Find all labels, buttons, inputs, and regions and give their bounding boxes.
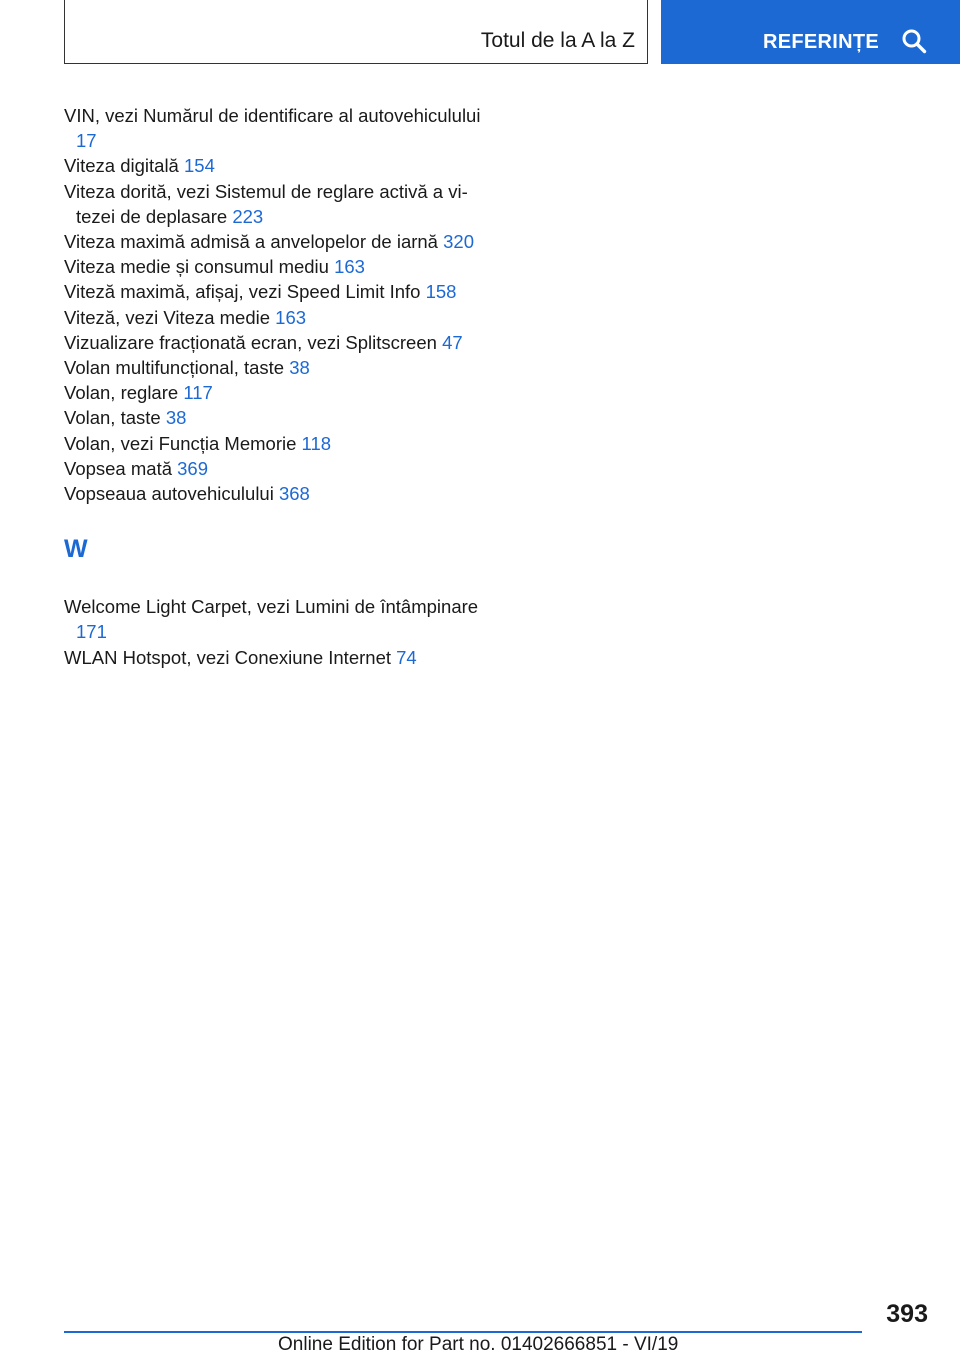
index-entry-text: VIN, vezi Numărul de identificare al autovehiculului [64, 105, 481, 126]
page-reference-link[interactable]: 223 [232, 205, 264, 227]
index-entry [64, 279, 494, 304]
index-entry-text: Viteză maximă, afișaj, vezi Speed Limit Info [64, 281, 421, 303]
page-reference-link[interactable]: 171 [76, 621, 107, 643]
index-entry [64, 456, 494, 481]
index-entry-text: WLAN Hotspot, vezi Conexiune Internet [64, 646, 391, 668]
index-entry [64, 481, 494, 506]
page-reference-link[interactable]: 117 [183, 382, 213, 404]
index-entry-text: Vopseaua autovehiculului [64, 483, 274, 505]
index-entry-text: Viteza medie și consumul mediu [64, 256, 329, 278]
page-reference-link[interactable]: 154 [184, 155, 215, 177]
page-reference-link[interactable]: 158 [425, 281, 457, 303]
index-entry-text: Welcome Light Carpet, vezi Lumini de întâmpinare [64, 596, 479, 618]
page-reference-link[interactable]: 163 [334, 256, 365, 278]
page-number: 393 [886, 1300, 928, 1328]
index-entry-text: Volan, taste [64, 407, 161, 429]
index-entry [64, 153, 494, 178]
index-entry [64, 645, 494, 670]
index-entry-text: Viteza maximă admisă a anvelopelor de iarnă [64, 231, 438, 253]
index-entry [64, 103, 494, 153]
index-group-v [64, 103, 494, 506]
references-tab-label: REFERINȚE [763, 31, 880, 53]
index-entry [64, 229, 494, 254]
index-entry-text: Volan, vezi Funcția Memorie [64, 432, 297, 454]
page-reference-link[interactable]: 369 [177, 457, 209, 479]
page-reference-link[interactable]: 163 [275, 306, 307, 328]
references-tab[interactable] [661, 0, 960, 64]
index-letter-w: W [64, 535, 88, 564]
index-entry [64, 594, 494, 644]
index-entry [64, 330, 494, 355]
index-entry [64, 431, 494, 456]
index-entry-text: Viteza digitală [64, 155, 179, 177]
page-reference-link[interactable]: 38 [289, 357, 310, 379]
index-entry-text: Volan, reglare [64, 382, 179, 404]
index-entry-text: Viteză, vezi Viteza medie [64, 306, 271, 328]
page-reference-link[interactable]: 47 [442, 331, 463, 353]
page-reference-link[interactable]: 17 [76, 130, 97, 152]
page-reference-link[interactable]: 368 [278, 483, 310, 505]
page-reference-link[interactable]: 320 [443, 231, 474, 253]
index-group-w [64, 594, 494, 670]
index-entry-text: Vopsea mată [64, 457, 172, 479]
edition-text: Online Edition for Part no. 01402666851 - VI/19 [278, 1334, 679, 1355]
search-icon[interactable] [901, 28, 927, 54]
page-reference-link[interactable]: 38 [165, 407, 187, 429]
index-entry [64, 305, 494, 330]
index-entry [64, 405, 494, 430]
index-entry [64, 179, 494, 229]
index-entry [64, 355, 494, 380]
index-entry [64, 254, 494, 279]
page-reference-link[interactable]: 74 [396, 646, 417, 668]
index-entry-text: Vizualizare fracționată ecran, vezi Splitscreen [64, 331, 437, 353]
index-list [64, 103, 494, 670]
index-entry-text: Volan multifuncțional, taste [64, 357, 285, 379]
page-reference-link[interactable]: 118 [301, 432, 332, 454]
index-entry-text: Viteza dorită, vezi Sistemul de reglare activă a vitezei de deplasare [64, 180, 468, 227]
index-entry [64, 380, 494, 405]
section-title: Totul de la A la Z [480, 29, 635, 52]
section-header [64, 0, 648, 64]
